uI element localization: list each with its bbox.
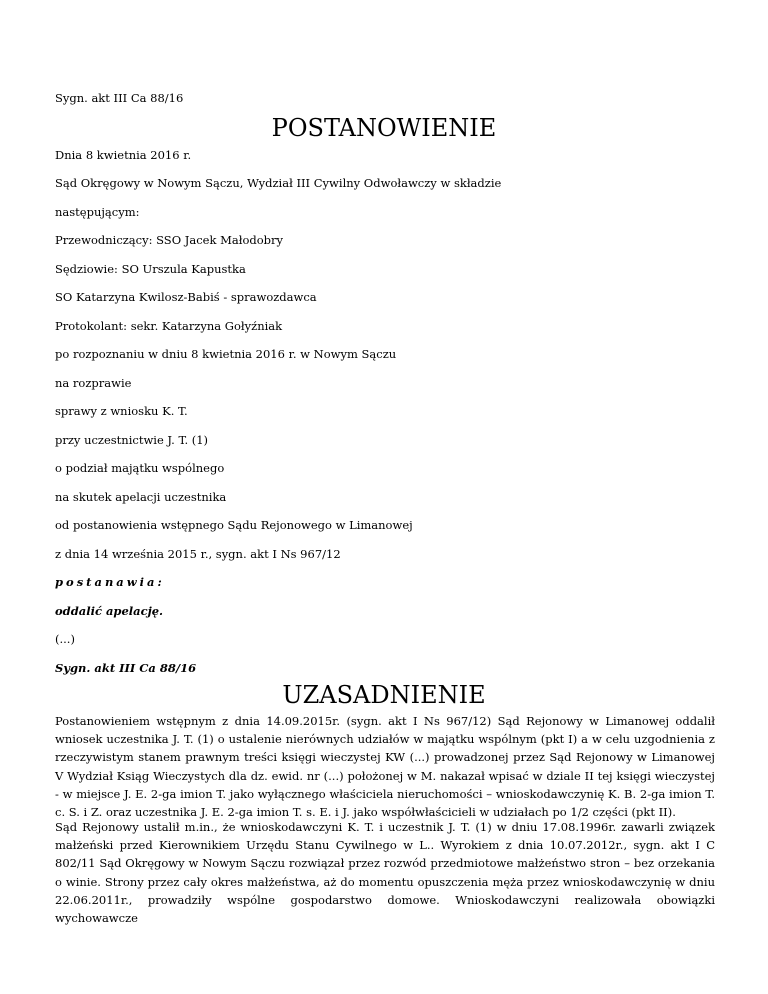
header-line-hearing-date: po rozpoznaniu w dniu 8 kwietnia 2016 r. w Nowym Sączu [55,347,397,361]
header-line-clerk: Protokolant: sekr. Katarzyna Gołyźniak [55,319,283,333]
header-line-judges: Sędziowie: SO Urszula Kapustka [55,262,246,276]
header-line-applicant: sprawy z wniosku K. T. [55,404,188,418]
header-line-date: Dnia 8 kwietnia 2016 r. [55,148,192,162]
header-line-lower-court-date: z dnia 14 września 2015 r., sygn. akt I Ns 967/12 [55,547,341,561]
header-line-appeal: na skutek apelacji uczestnika [55,490,227,504]
header-line-presiding-judge: Przewodniczący: SSO Jacek Małodobry [55,233,284,247]
justification-paragraph-2: Sąd Rejonowy ustalił m.in., że wnioskodawczyni K. T. i uczestnik J. T. (1) w dniu 17.08.1996r. zawarli związek małżeński przed Kierownikiem Urzędu Stanu Cywilnego w L.. Wyrokiem z dnia 10.07.2012r., sygn. akt I C 802/11 Sąd Okręgowy w Nowym Sączu rozwiązał przez rozwód przedmiotowe małżeństwo stron – bez orzekania o winie. Strony przez cały okres małżeństwa, aż do momentu opuszczenia męża przez wnioskodawczynię w dniu 22.06.2011r., prowadziły wspólne gospodarstwo domowe. Wnioskodawczyni realizowała obowiązki wychowawcze [55,820,715,926]
decision-text: oddalić apelację. [55,604,164,618]
ellipsis: (...) [55,632,75,646]
header-line-lower-court: od postanowienia wstępnego Sądu Rejonowego w Limanowej [55,518,413,532]
justification-paragraph-1: Postanowieniem wstępnym z dnia 14.09.2015r. (sygn. akt I Ns 967/12) Sąd Rejonowy w Limanowej oddalił wniosek uczestnika J. T. (1) o ustalenie nierównych udziałów w majątku wspólnym (pkt I) a w celu uzgodnienia z rzeczywistym stanem prawnym treści księgi wieczystej KW (...) prowadzonej przez Sąd Rejonowy w Limanowej V Wydział Ksiąg Wieczystych dla dz. ewid. nr (...) położonej w M. nakazał wpisać w dziale II tej księgi wieczystej - w miejsce J. E. 2-ga imion T. jako wyłącznego właściciela nieruchomości – wnioskodawczynię K. B. 2-ga imion T. c. S. i Z. oraz uczestnika J. E. 2-ga imion T. s. E. i J. jako współwłaścicieli w udziałach po 1/2 części (pkt II). [55,714,715,820]
header-line-participant: przy uczestnictwie J. T. (1) [55,433,209,447]
case-signature-bottom: Sygn. akt III Ca 88/16 [55,661,197,675]
header-line-composition: następującym: [55,205,140,219]
document-title: POSTANOWIENIE [271,114,497,142]
header-line-rapporteur: SO Katarzyna Kwilosz-Babiś - sprawozdawca [55,290,317,304]
case-signature-top: Sygn. akt III Ca 88/16 [55,91,184,105]
justification-title: UZASADNIENIE [282,681,486,709]
header-line-subject: o podział majątku wspólnego [55,461,225,475]
header-line-court: Sąd Okręgowy w Nowym Sączu, Wydział III Cywilny Odwoławczy w składzie [55,176,502,190]
header-line-session: na rozprawie [55,376,132,390]
decision-keyword: postanawia: [55,575,165,589]
